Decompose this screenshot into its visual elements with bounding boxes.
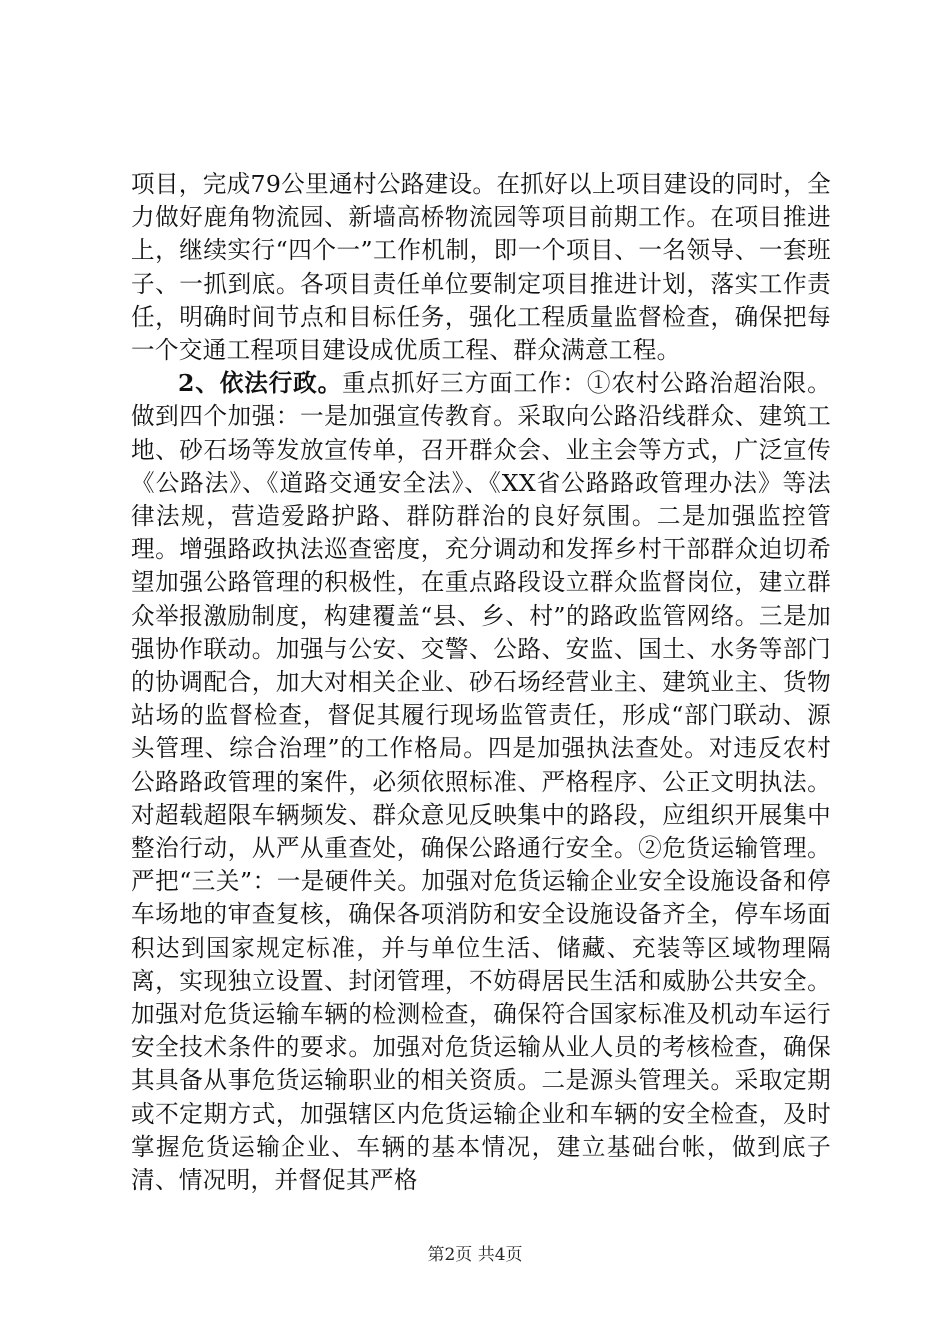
- paragraph-text: 项目，完成79公里通村公路建设。在抓好以上项目建设的同时，全力做好鹿角物流园、新墙高桥物流园等项目前期工作。在项目推进上，继续实行“四个一”工作机制，即一个项目、一名领导、一套班子、一抓到底。各项目责任单位要制定项目推进计划，落实工作责任，明确时间节点和目标任务，强化工程质量监督检查，确保把每一个交通工程项目建设成优质工程、群众满意工程。: [131, 170, 831, 365]
- page-footer: [0, 1244, 950, 1266]
- page-number: 第2页 共4页: [427, 1245, 523, 1265]
- paragraph-text: 重点抓好三方面工作：①农村公路治超治限。做到四个加强：一是加强宣传教育。采取向公路沿线群众、建筑工地、砂石场等发放宣传单，召开群众会、业主会等方式，广泛宣传《公路法》、《道路交通安全法》、《XX省公路路政管理办法》等法律法规，营造爱路护路、群防群治的良好氛围。二是加强监控管理。增强路政执法巡查密度，充分调动和发挥乡村干部群众迫切希望加强公路管理的积极性，在重点路段设立群众监督岗位，建立群众举报激励制度，构建覆盖“县、乡、村”的路政监管网络。三是加强协作联动。加强与公安、交警、公路、安监、国土、水务等部门的协调配合，加大对相关企业、砂石场经营业主、建筑业主、货物站场的监督检查，督促其履行现场监管责任，形成“部门联动、源头管理、综合治理”的工作格局。四是加强执法查处。对违反农村公路路政管理的案件，必须依照标准、严格程序、公正文明执法。对超载超限车辆频发、群众意见反映集中的路段，应组织开展集中整治行动，从严从重查处，确保公路通行安全。②危货运输管理。严把“三关”：一是硬件关。加强对危货运输企业安全设施设备和停车场地的审查复核，确保各项消防和安全设施设备齐全，停车场面积达到国家规定标准，并与单位生活、储藏、充装等区域物理隔离，实现独立设置、封闭管理，不妨碍居民生活和威胁公共安全。加强对危货运输车辆的检测检查，确保符合国家标准及机动车运行安全技术条件的要求。加强对危货运输从业人员的考核检查，确保其具备从事危货运输职业的相关资质。二是源头管理关。采取定期或不定期方式，加强辖区内危货运输企业和车辆的安全检查，及时掌握危货运输企业、车辆的基本情况，建立基础台帐，做到底子清、情况明，并督促其严格: [131, 369, 831, 1195]
- document-body: [131, 168, 831, 1197]
- paragraph-law-administration: [131, 367, 831, 1197]
- section-heading: 2、依法行政。: [178, 369, 343, 398]
- paragraph-project-construction: [131, 168, 831, 367]
